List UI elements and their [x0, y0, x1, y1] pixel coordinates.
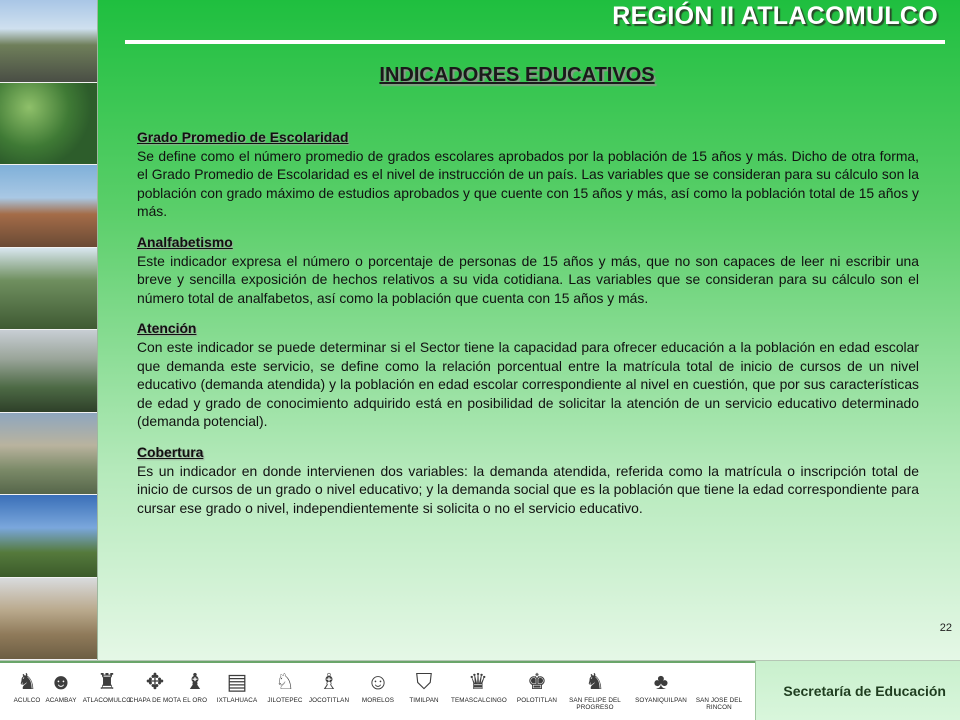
- municipality-label: TEMASCALCINGO: [451, 697, 507, 704]
- municipality-jocotitlan: [302, 667, 356, 704]
- jilotepec-glyph-icon: ♘: [275, 669, 295, 694]
- header-divider: [125, 40, 945, 44]
- municipality-label: ACULCO: [13, 697, 41, 704]
- section-cobertura: [137, 443, 919, 517]
- acambay-glyph-icon: ☻: [49, 669, 73, 694]
- polotitlan-glyph-icon: ♚: [527, 669, 547, 694]
- municipality-label: SOYANIQUILPAN: [635, 697, 687, 704]
- municipality-temascalcingo: [451, 667, 505, 704]
- section-grado-promedio: [137, 128, 919, 221]
- secretaria-badge: [755, 661, 960, 720]
- section-body: Es un indicador en donde intervienen dos variables: la demanda atendida, referida como la matrícula o inscripción total de inicio de cursos de un grado o nivel educativo; y la demanda social que es la población que tiene la edad correspondiente para cursar ese grado o nivel, independientemente si solicita o no el servicio educativo.: [137, 462, 919, 516]
- section-title: Cobertura: [137, 443, 204, 460]
- aculco-glyph-icon: ♞: [17, 669, 37, 694]
- municipality-label: JILOTEPEC: [267, 697, 303, 704]
- church-photo: [0, 165, 97, 248]
- section-analfabetismo: [137, 233, 919, 307]
- soyaniquilpan-glyph-icon: ♣: [653, 669, 669, 694]
- indicator-definitions: [137, 128, 919, 523]
- municipality-san-jose: [692, 667, 746, 711]
- municipality-atlacomulco: [80, 667, 134, 704]
- municipality-label: SAN FELIPE DEL PROGRESO: [569, 697, 621, 711]
- section-title: Atención: [137, 320, 197, 337]
- municipality-label: EL ORO: [182, 697, 208, 704]
- morelos-glyph-icon: ☺: [366, 669, 390, 694]
- town-aerial-photo: [0, 413, 97, 496]
- section-body: Se define como el número promedio de grados escolares aprobados por la población de 15 años y más. Dicho de otra forma, el Grado Promedio de Escolaridad es el nivel de instrucción de un país. Las variables que se consideran para su cálculo son la población con grado máximo de estudios aprobados y que cuente con 15 años y más, así como la población total de 15 años y más.: [137, 147, 919, 220]
- photo-strip: [0, 0, 98, 660]
- san-jose-glyph-icon: [706, 667, 732, 697]
- municipality-label: IXTLAHUACA: [216, 697, 258, 704]
- section-title: Analfabetismo: [137, 233, 233, 250]
- municipality-label: JOCOTITLAN: [308, 697, 350, 704]
- section-title: Grado Promedio de Escolaridad: [137, 129, 349, 145]
- hills-photo: [0, 578, 97, 661]
- park-photo: [0, 248, 97, 331]
- municipality-label: ACAMBAY: [45, 697, 77, 704]
- kiosk-photo: [0, 330, 97, 413]
- ixtlahuaca-glyph-icon: ▤: [226, 669, 248, 694]
- san-felipe-glyph-icon: ♞: [585, 669, 605, 694]
- temascalcingo-glyph-icon: ♛: [468, 669, 488, 694]
- page-title: INDICADORES EDUCATIVOS: [379, 64, 655, 86]
- secretaria-label: Secretaría de Educación: [783, 683, 946, 699]
- municipality-polotitlan: [510, 667, 564, 704]
- el-oro-glyph-icon: ♝: [185, 669, 205, 694]
- municipality-label: ATLACOMULCO: [82, 697, 132, 704]
- municipality-san-felipe: [568, 667, 622, 711]
- atlacomulco-glyph-icon: ♜: [97, 669, 117, 694]
- church-tower-photo: [0, 495, 97, 578]
- municipality-label: CHAPA DE MOTA: [128, 697, 182, 704]
- section-atencion: [137, 319, 919, 431]
- municipality-soyaniquilpan: [634, 667, 688, 704]
- section-body: Este indicador expresa el número o porcentaje de personas de 15 años y más, que no son capaces de leer ni escribir una breve y sencilla exposición de hechos relativos a su vida cotidiana. Las variables que se consideran para su cálculo son el número total de analfabetos, así como la población que cuenta con 15 años y más.: [137, 252, 919, 306]
- region-title: REGIÓN II ATLACOMULCO: [612, 2, 938, 30]
- municipality-label: MORELOS: [361, 697, 395, 704]
- section-body: Con este indicador se puede determinar si el Sector tiene la capacidad para ofrecer educación a la población en edad escolar que demanda este servicio, se define como la relación porcentual entre la matrícula total de inicio de cursos de un nivel educativo (demanda atendida) y la población en edad escolar correspondiente al nivel en cuestión, que por sus características de edad y grado de conocimiento adquirido está en posibilidad de solicitar la atención de un servicio educativo determinado (demanda potencial).: [137, 338, 919, 430]
- jocotitlan-glyph-icon: ♗: [319, 669, 339, 694]
- arch-photo: [0, 83, 97, 166]
- municipality-label: POLOTITLAN: [516, 697, 558, 704]
- chapa-de-mota-glyph-icon: ✥: [145, 669, 165, 694]
- municipality-label: TIMILPAN: [409, 697, 439, 704]
- municipality-timilpan: [397, 667, 451, 704]
- municipality-ixtlahuaca: [210, 667, 264, 704]
- timilpan-glyph-icon: ⛉: [415, 669, 433, 694]
- municipality-label: SAN JOSE DEL RINCON: [695, 697, 743, 711]
- footer: [0, 660, 960, 720]
- page-number: 22: [939, 622, 952, 634]
